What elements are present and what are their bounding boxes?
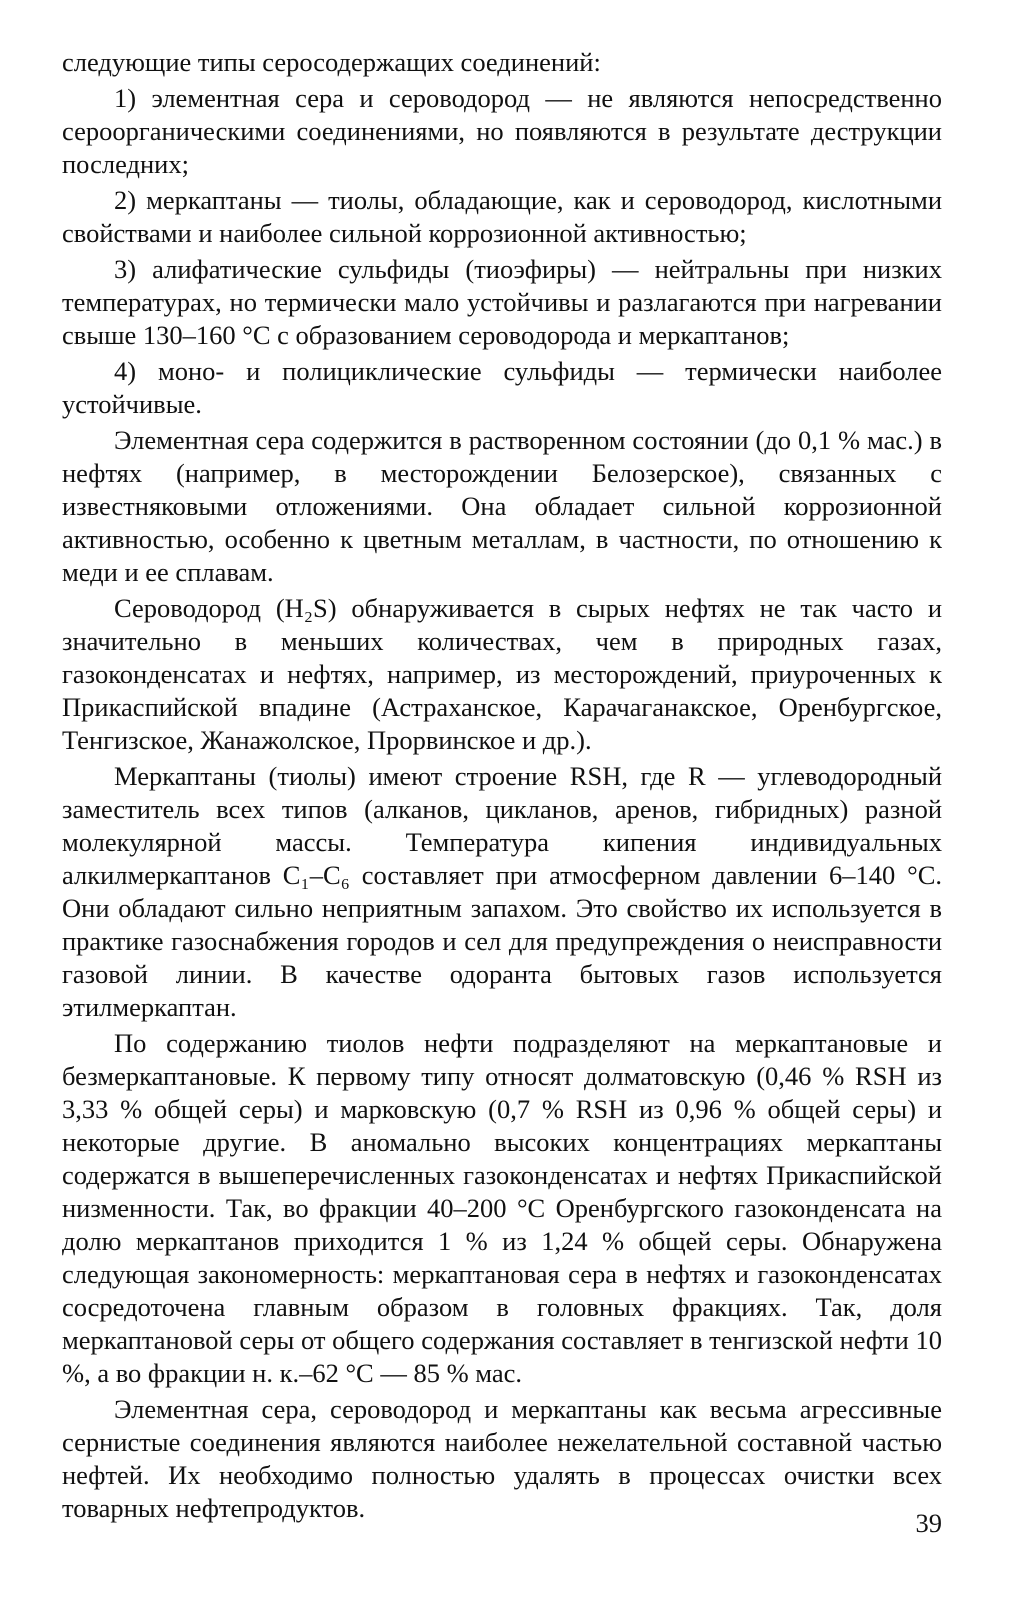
paragraph-intro: следующие типы серосодержащих соединений: <box>62 47 601 77</box>
page-number: 39 <box>915 1508 942 1538</box>
paragraph-hydrogen-sulfide: Сероводород (H₂S) обнаруживается в сырых нефтях не так часто и значительно в меньших количествах, чем в природных газах, газоконденсатах и нефтях, например, из месторождений, приуроченных к Прикаспийской впадине (Астраханское, Карачаганакское, Оренбургское, Тенгизское, Жанажолское, Прорвинское и др.). <box>62 593 942 755</box>
list-item-3: 3) алифатические сульфиды (тиоэфиры) — нейтральны при низких температурах, но термически мало устойчивы и разлагаются при нагревании свыше 130–160 °С с образованием сероводорода и меркаптанов; <box>62 254 942 350</box>
paragraph-conclusion: Элементная сера, сероводород и меркаптаны как весьма агрессивные сернистые соединения являются наиболее нежелательной составной частью нефтей. Их необходимо полностью удалять в процессах очистки всех товарных нефтепродуктов. <box>62 1394 942 1523</box>
page-body <box>62 46 942 1546</box>
paragraph-elemental-sulfur: Элементная сера содержится в растворенном состоянии (до 0,1 % мас.) в нефтях (например, в месторождении Белозерское), связанных с известняковыми отложениями. Она обладает сильной коррозионной активностью, особенно к цветным металлам, в частности, по отношению к меди и ее сплавам. <box>62 425 942 587</box>
list-item-2: 2) меркаптаны — тиолы, обладающие, как и сероводород, кислотными свойствами и наиболее сильной коррозионной активностью; <box>62 185 942 248</box>
list-item-4: 4) моно- и полициклические сульфиды — термически наиболее устойчивые. <box>62 356 942 419</box>
paragraph-thiol-content: По содержанию тиолов нефти подразделяют на меркаптановые и безмеркаптановые. К первому типу относят долматовскую (0,46 % RSH из 3,33 % общей серы) и марковскую (0,7 % RSH из 0,96 % общей серы) и некоторые другие. В аномально высоких концентрациях меркаптаны содержатся в вышеперечисленных газоконденсатах и нефтях Прикаспийской низменности. Так, во фракции 40–200 °С Оренбургского газоконденсата на долю меркаптанов приходится 1 % из 1,24 % общей серы. Обнаружена следующая закономерность: меркаптановая сера в нефтях и газоконденсатах сосредоточена главным образом в головных фракциях. Так, доля меркаптановой серы от общего содержания составляет в тенгизской нефти 10 %, а во фракции н. к.–62 °С — 85 % мас. <box>62 1028 942 1388</box>
paragraph-mercaptans: Меркаптаны (тиолы) имеют строение RSH, где R — углеводородный заместитель всех типов (алканов, цикланов, аренов, гибридных) разной молекулярной массы. Температура кипения индивидуальных алкилмеркаптанов C₁–C₆ составляет при атмосферном давлении 6–140 °С. Они обладают сильно неприятным запахом. Это свойство их используется в практике газоснабжения городов и сел для предупреждения о неисправности газовой линии. В качестве одоранта бытовых газов используется этилмеркаптан. <box>62 761 942 1022</box>
list-item-1: 1) элементная сера и сероводород — не являются непосредственно сероорганическими соединениями, но появляются в результате деструкции последних; <box>62 83 942 179</box>
